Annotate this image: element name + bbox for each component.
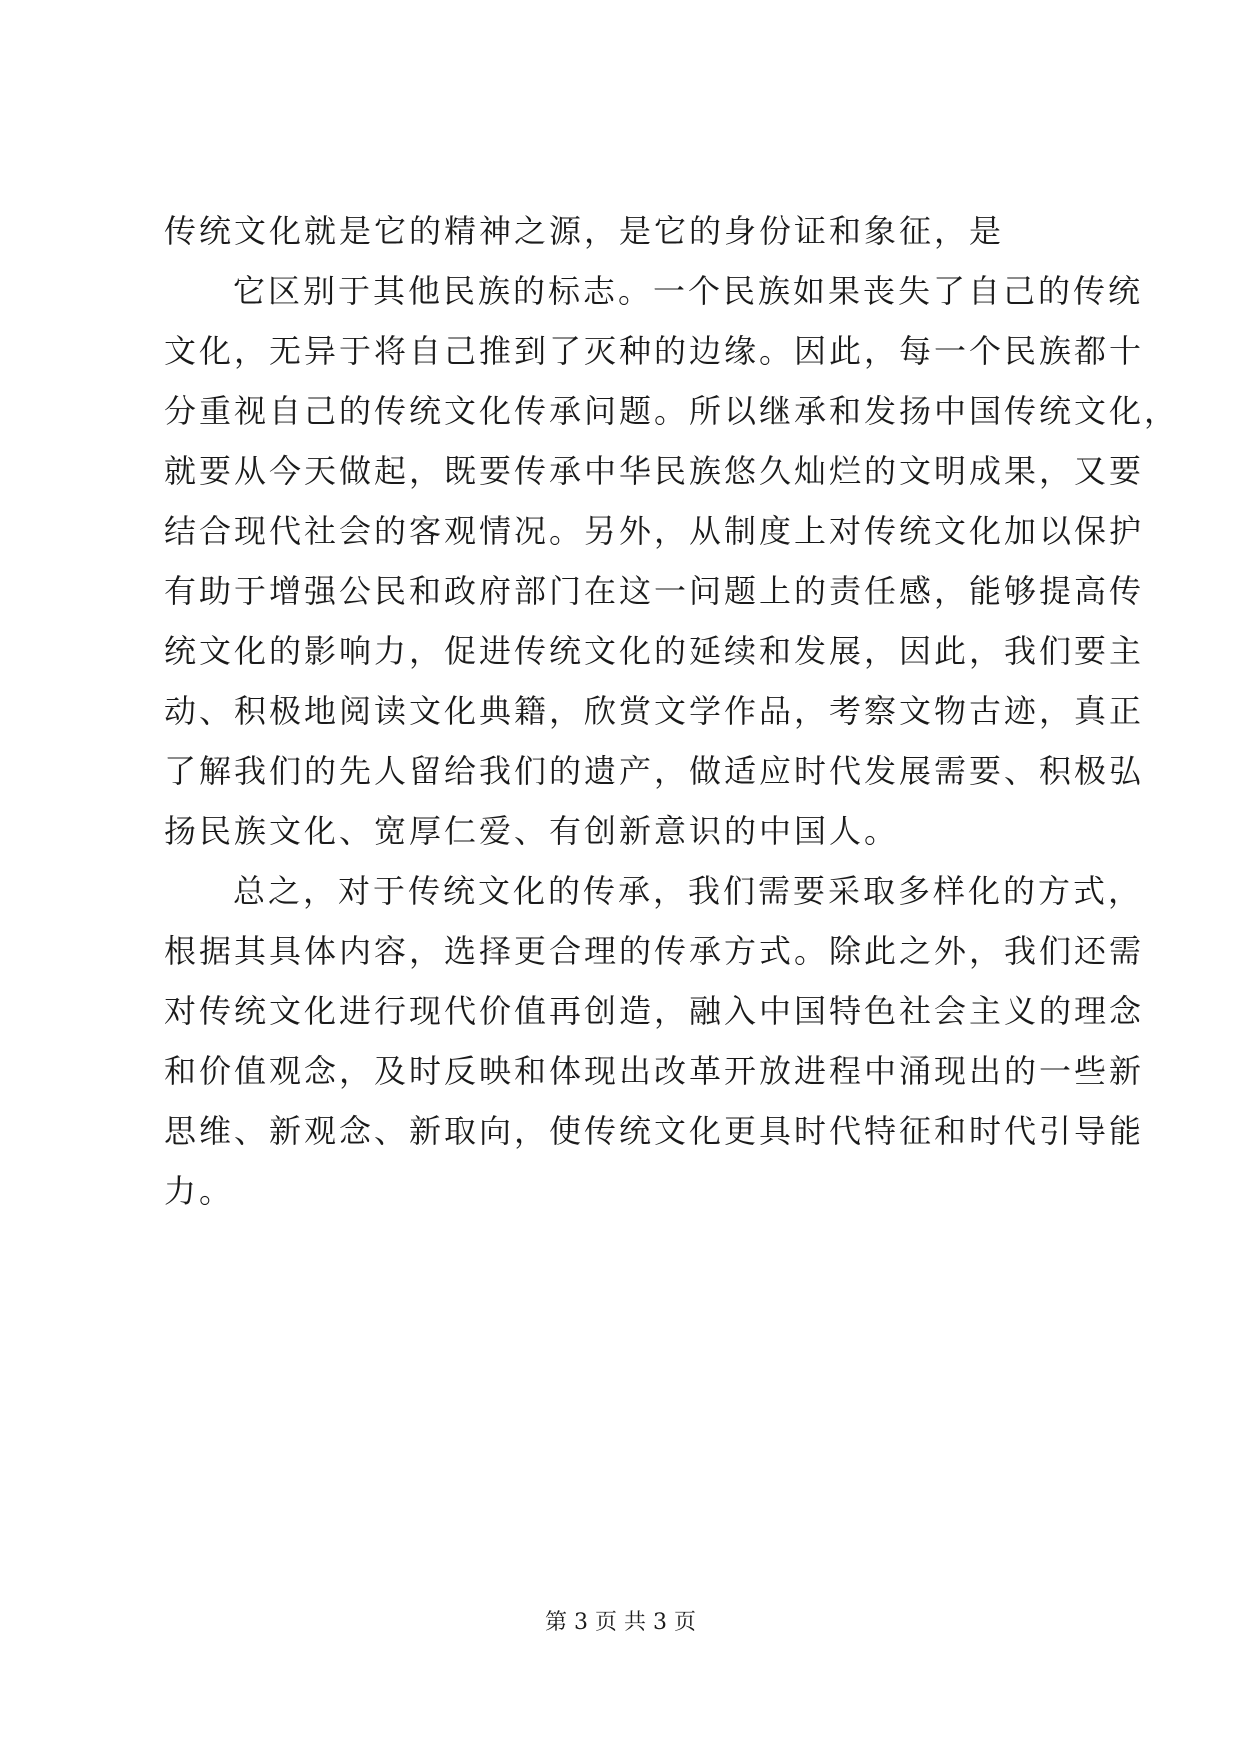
text-line: 它区别于其他民族的标志。一个民族如果丧失了自己的传统 — [233, 272, 1144, 310]
text-line: 就要从今天做起，既要传承中华民族悠久灿烂的文明成果，又要 — [164, 452, 1145, 490]
text-line: 扬民族文化、宽厚仁爱、有创新意识的中国人。 — [164, 812, 900, 850]
text-line: 根据其具体内容，选择更合理的传承方式。除此之外，我们还需 — [164, 932, 1145, 970]
text-line: 分重视自己的传统文化传承问题。所以继承和发扬中国传统文化， — [164, 392, 1180, 430]
text-line: 思维、新观念、新取向，使传统文化更具时代特征和时代引导能 — [164, 1112, 1145, 1150]
text-line: 结合现代社会的客观情况。另外，从制度上对传统文化加以保护 — [164, 512, 1145, 550]
text-line: 总之，对于传统文化的传承，我们需要采取多样化的方式， — [233, 872, 1144, 910]
page-number-footer: 第 3 页 共 3 页 — [545, 1610, 696, 1635]
text-line: 对传统文化进行现代价值再创造，融入中国特色社会主义的理念 — [164, 992, 1145, 1030]
text-line: 文化，无异于将自己推到了灭种的边缘。因此，每一个民族都十 — [164, 332, 1145, 370]
text-line: 传统文化就是它的精神之源，是它的身份证和象征，是 — [164, 212, 1005, 250]
text-line: 力。 — [164, 1172, 235, 1210]
text-line: 了解我们的先人留给我们的遗产，做适应时代发展需要、积极弘 — [164, 752, 1145, 790]
text-line: 有助于增强公民和政府部门在这一问题上的责任感，能够提高传 — [164, 572, 1145, 610]
text-line: 动、积极地阅读文化典籍，欣赏文学作品，考察文物古迹，真正 — [164, 692, 1145, 730]
text-line: 统文化的影响力，促进传统文化的延续和发展，因此，我们要主 — [164, 632, 1145, 670]
text-line: 和价值观念，及时反映和体现出改革开放进程中涌现出的一些新 — [164, 1052, 1145, 1090]
